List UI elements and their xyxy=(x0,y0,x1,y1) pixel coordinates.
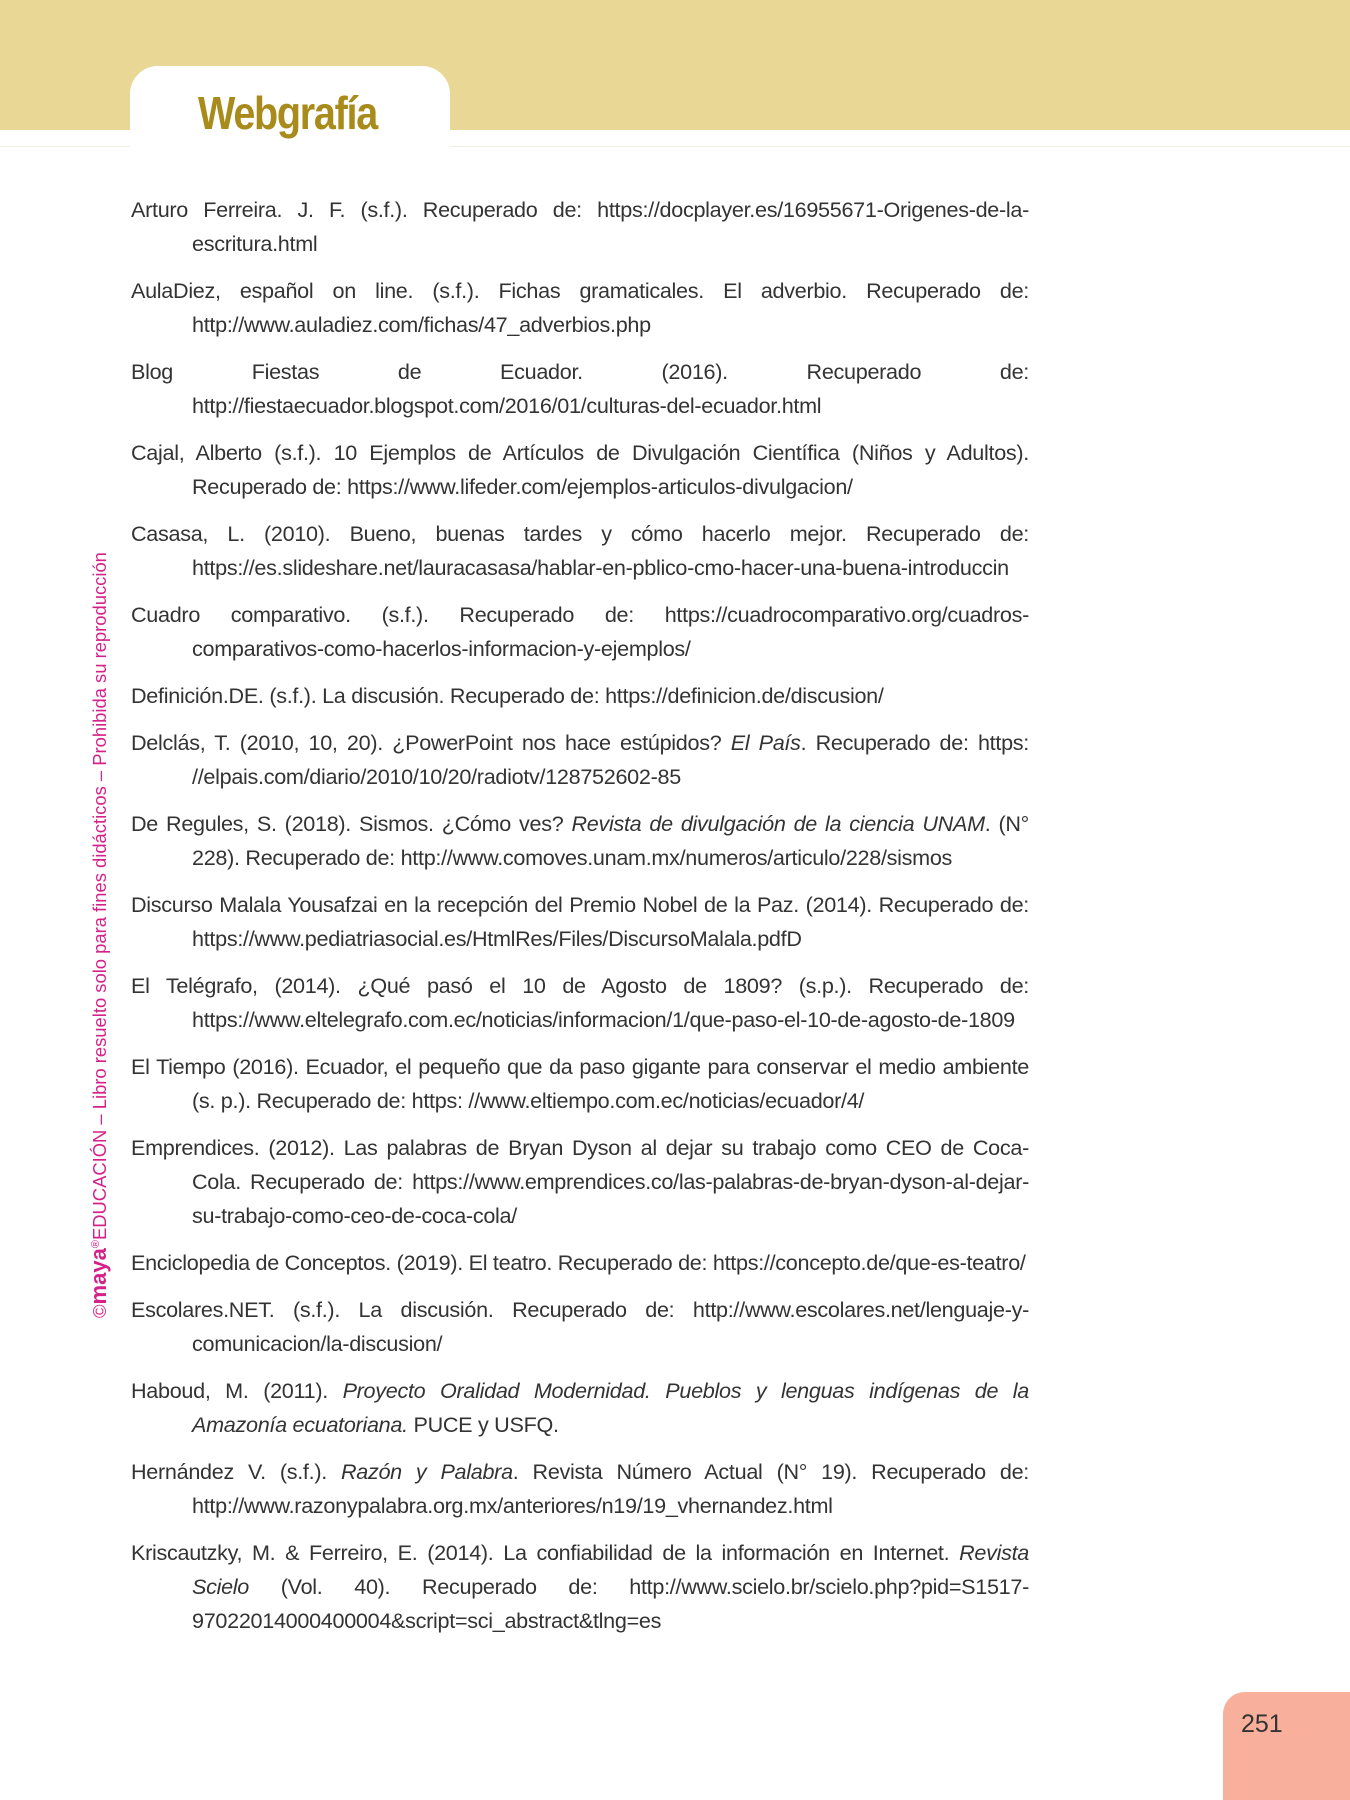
reference-item xyxy=(131,1131,1029,1233)
reference-item xyxy=(131,679,1029,713)
reference-item xyxy=(131,1246,1029,1280)
reference-list xyxy=(131,193,1029,1651)
reference-item xyxy=(131,807,1029,875)
reference-text: El Telégrafo, (2014). ¿Qué pasó el 10 de Agosto de 1809? (s.p.). Recuperado de: https://www.eltelegrafo.com.ec/noticias/informacion/1/que-paso-el-10-de-agosto-de-1809 xyxy=(131,973,1029,1032)
reference-text: Delclás, T. (2010, 10, 20). ¿PowerPoint nos hace estúpidos? xyxy=(131,730,731,755)
reference-item xyxy=(131,1293,1029,1361)
reference-item xyxy=(131,274,1029,342)
reference-item xyxy=(131,517,1029,585)
reference-text: . Revista Número Actual (N° 19). Recuperado de: http://www.razonypalabra.org.mx/anteriores/n19/19_vhernandez.html xyxy=(192,1459,1029,1518)
brand-logo-text: maya xyxy=(86,1248,112,1305)
reference-italic-text: Razón y Palabra xyxy=(340,1459,513,1484)
reference-text: Emprendices. (2012). Las palabras de Bryan Dyson al dejar su trabajo como CEO de Coca-Cola. Recuperado de: https://www.emprendices.co/las-palabras-de-bryan-dyson-al-dejar-su-trabajo-como-ceo-de-coca-cola/ xyxy=(131,1135,1029,1228)
reference-text: Escolares.NET. (s.f.). La discusión. Recuperado de: http://www.escolares.net/lenguaje-y-comunicacion/la-discusion/ xyxy=(131,1297,1029,1356)
reference-text: Blog Fiestas de Ecuador. (2016). Recuperado de: http://fiestaecuador.blogspot.com/2016/01/culturas-del-ecuador.html xyxy=(131,359,1029,418)
reference-text: Hernández V. (s.f.). xyxy=(131,1459,341,1484)
reference-italic-text: Revista Scielo xyxy=(192,1540,1029,1599)
reference-text: Discurso Malala Yousafzai en la recepción del Premio Nobel de la Paz. (2014). Recuperado de: https://www.pediatriasocial.es/HtmlRes/Files/DiscursoMalala.pdfD xyxy=(131,892,1029,951)
reference-text: . (N° 228). Recuperado de: http://www.comoves.unam.mx/numeros/articulo/228/sismos xyxy=(192,811,1030,870)
reference-text: Cajal, Alberto (s.f.). 10 Ejemplos de Artículos de Divulgación Científica (Niños y Adultos). Recuperado de: https://www.lifeder.com/ejemplos-articulos-divulgacion/ xyxy=(131,440,1029,499)
reference-text: El Tiempo (2016). Ecuador, el pequeño que da paso gigante para conservar el medio ambiente (s. p.). Recuperado de: https: //www.eltiempo.com.ec/noticias/ecuador/4/ xyxy=(131,1054,1029,1113)
page-title: Webgrafía xyxy=(198,87,377,139)
copyright-symbol: © xyxy=(89,1304,111,1318)
reference-text: De Regules, S. (2018). Sismos. ¿Cómo ves? xyxy=(131,811,572,836)
reference-item xyxy=(131,598,1029,666)
reference-text: AulaDiez, español on line. (s.f.). Fichas gramaticales. El adverbio. Recuperado de: http://www.auladiez.com/fichas/47_adverbios.php xyxy=(131,278,1029,337)
side-note-text: EDUCACIÓN – Libro resuelto solo para fines didácticos – Prohibida su reproducción xyxy=(89,552,111,1241)
reference-item xyxy=(131,1374,1029,1442)
reference-text: Haboud, M. (2011). xyxy=(131,1378,343,1403)
reference-text: Enciclopedia de Conceptos. (2019). El teatro. Recuperado de: https://concepto.de/que-es-teatro/ xyxy=(131,1250,1026,1275)
reference-item xyxy=(131,436,1029,504)
registered-mark: ® xyxy=(90,1240,102,1249)
reference-text: (Vol. 40). Recuperado de: http://www.scielo.br/scielo.php?pid=S1517-97022014000400004&script=sci_abstract&tlng=es xyxy=(192,1574,1029,1633)
copyright-side-note xyxy=(84,552,112,1318)
reference-item xyxy=(131,1536,1029,1638)
reference-text: Kriscautzky, M. & Ferreiro, E. (2014). La confiabilidad de la información en Internet. xyxy=(131,1540,960,1565)
reference-italic-text: Proyecto Oralidad Modernidad. Pueblos y lenguas indígenas de la Amazonía ecuatoriana. xyxy=(192,1378,1029,1437)
reference-item xyxy=(131,1050,1029,1118)
reference-text: Casasa, L. (2010). Bueno, buenas tardes y cómo hacerlo mejor. Recuperado de: https://es.slideshare.net/lauracasasa/hablar-en-pblico-cmo-hacer-una-buena-introduccin xyxy=(131,521,1029,580)
reference-item xyxy=(131,355,1029,423)
reference-italic-text: Revista de divulgación de la ciencia UNAM xyxy=(571,811,985,836)
reference-text: Cuadro comparativo. (s.f.). Recuperado de: https://cuadrocomparativo.org/cuadros-comparativos-como-hacerlos-informacion-y-ejemplos/ xyxy=(131,602,1029,661)
reference-item xyxy=(131,1455,1029,1523)
reference-item xyxy=(131,969,1029,1037)
reference-item xyxy=(131,888,1029,956)
reference-text: . Recuperado de: https: //elpais.com/diario/2010/10/20/radiotv/128752602-85 xyxy=(192,730,1029,789)
reference-text: Arturo Ferreira. J. F. (s.f.). Recuperado de: https://docplayer.es/16955671-Origenes-de-la-escritura.html xyxy=(131,197,1029,256)
page-number: 251 xyxy=(1241,1710,1283,1738)
reference-text: Definición.DE. (s.f.). La discusión. Recuperado de: https://definicion.de/discusion/ xyxy=(131,683,884,708)
reference-italic-text: El País xyxy=(730,730,801,755)
page-number-tab xyxy=(1223,1692,1350,1800)
reference-item xyxy=(131,726,1029,794)
reference-text: PUCE y USFQ. xyxy=(407,1412,559,1437)
reference-item xyxy=(131,193,1029,261)
